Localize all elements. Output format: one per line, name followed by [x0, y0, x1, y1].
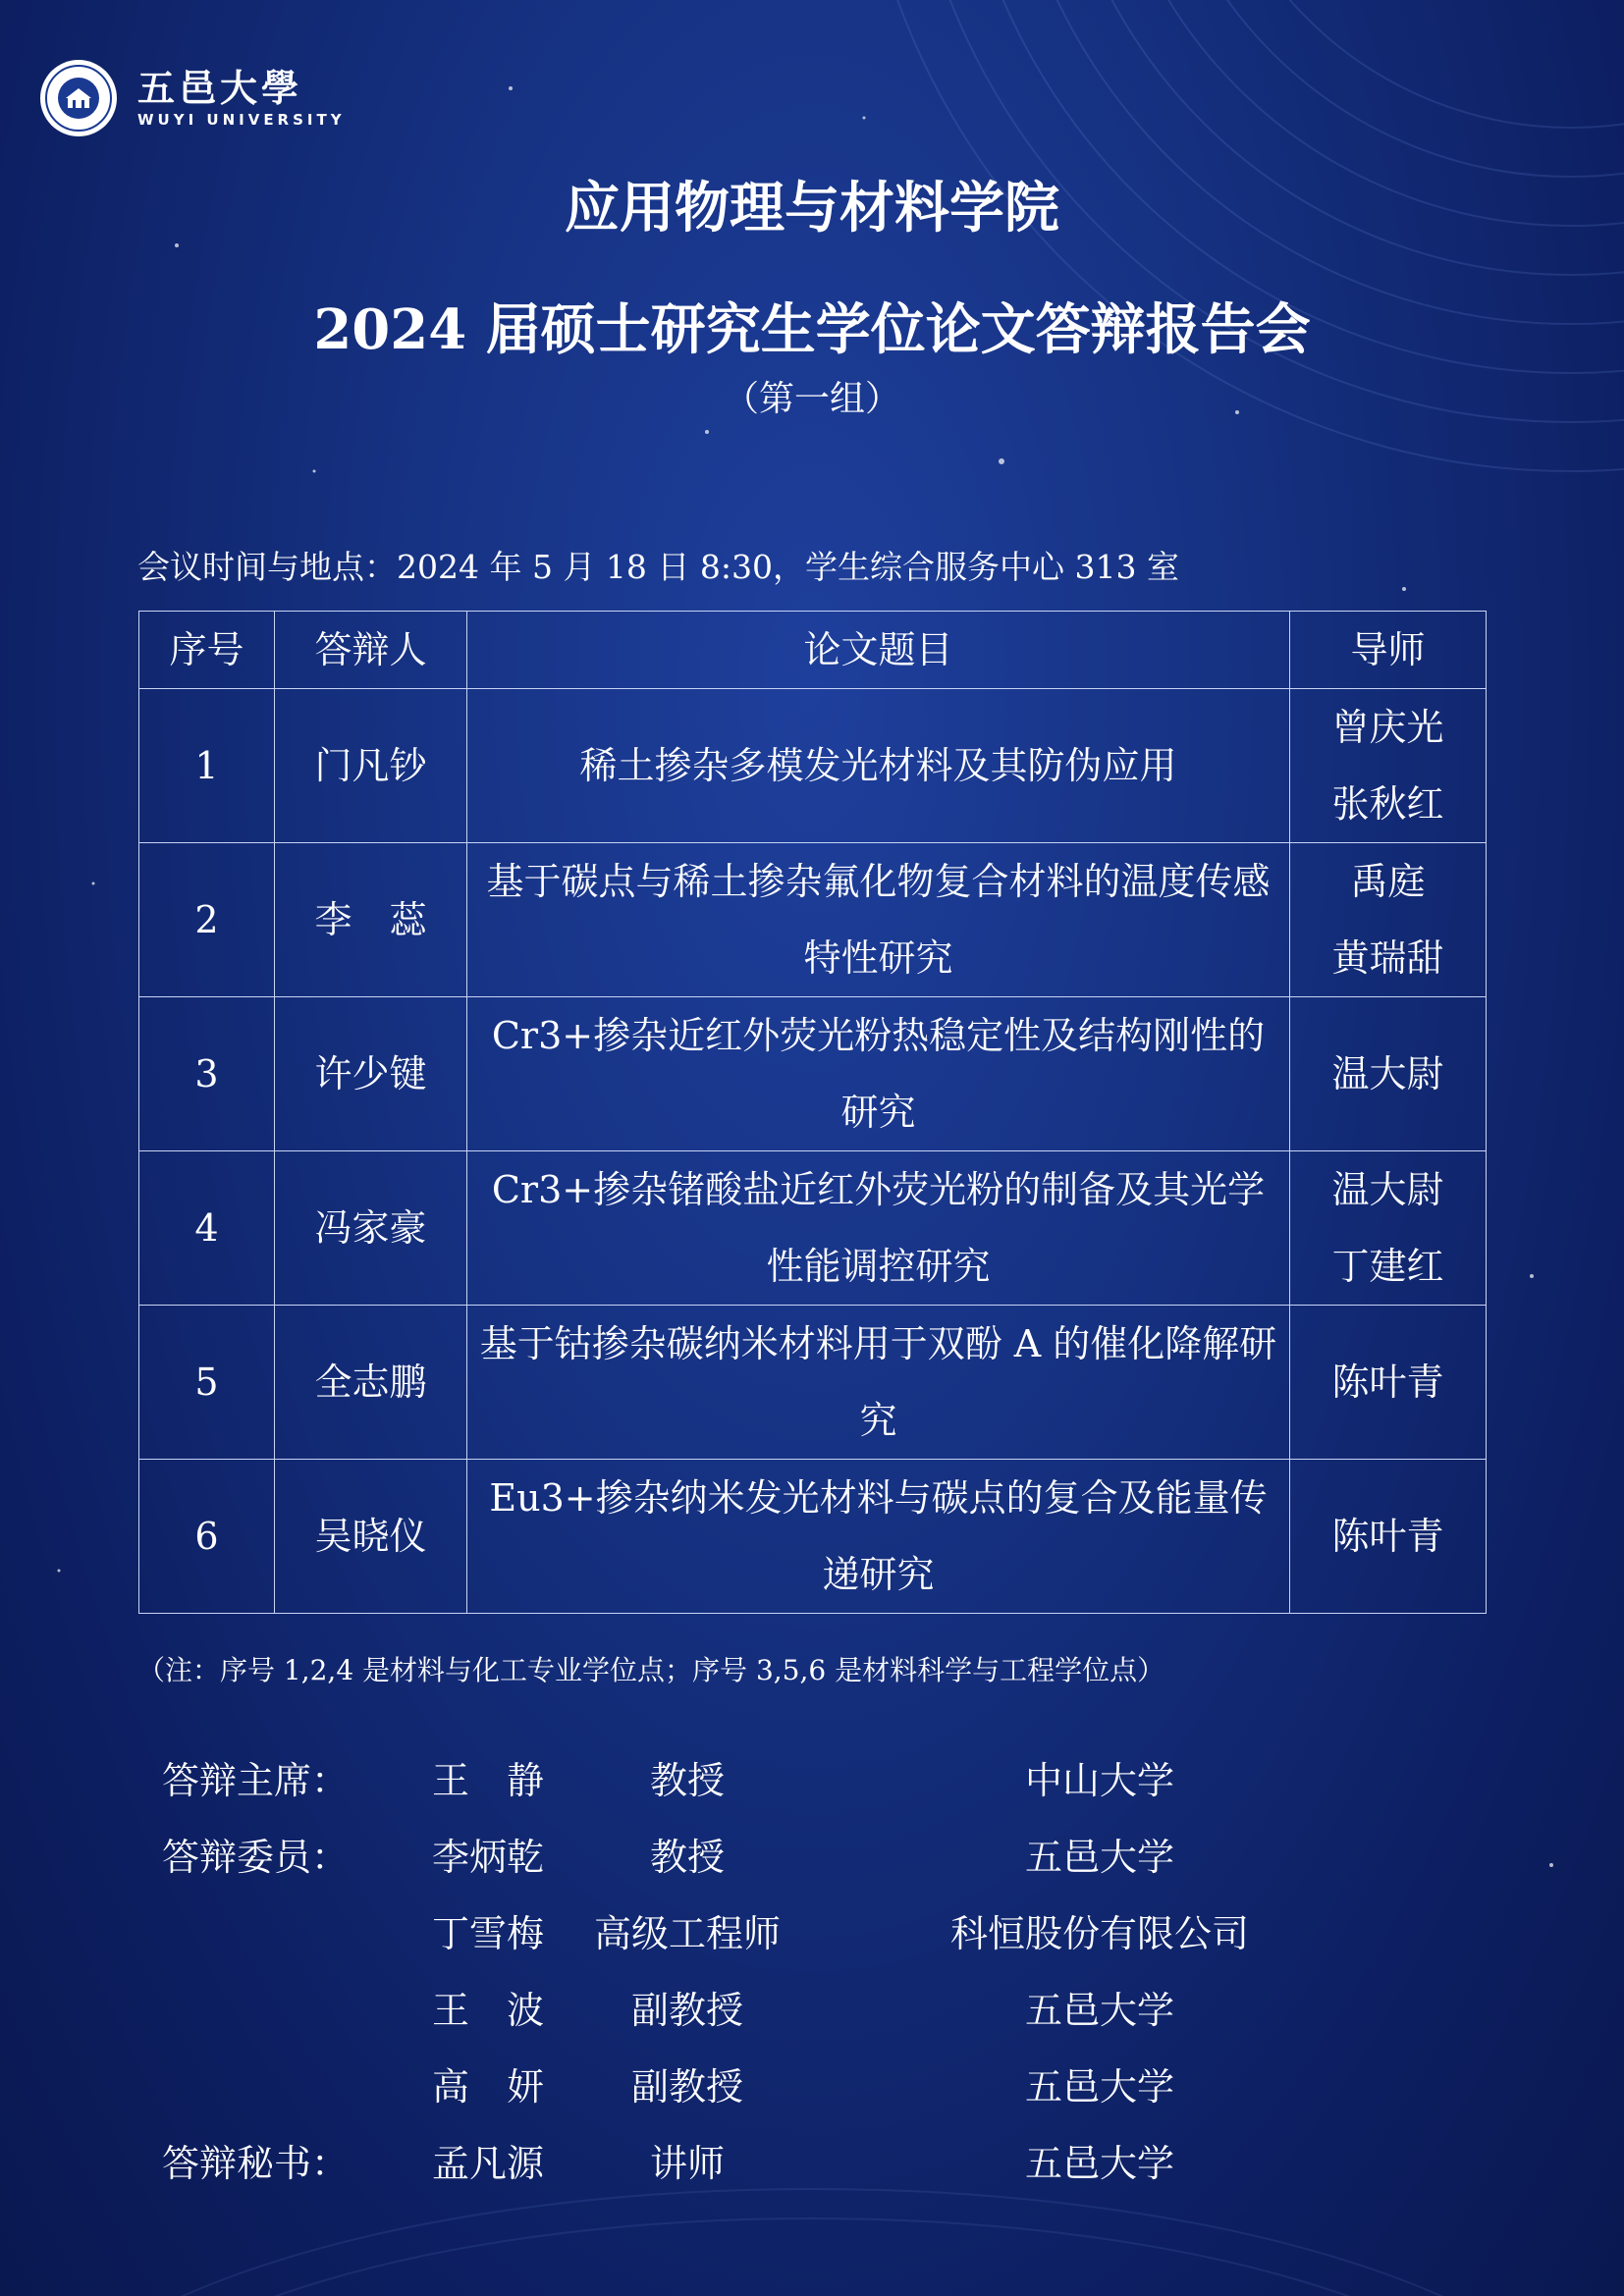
cell-name: 冯家豪: [275, 1151, 467, 1306]
committee-role: 答辩秘书：: [162, 2142, 350, 2185]
committee-title: 高级工程师: [593, 1912, 781, 1955]
advisor: 曾庆光: [1331, 706, 1444, 749]
cell-advisors: [1290, 843, 1487, 997]
cell-thesis-title: 稀土掺杂多模发光材料及其防伪应用: [467, 689, 1290, 843]
advisor: 陈叶青: [1331, 1361, 1444, 1404]
meeting-info: 会议时间与地点：2024 年 5 月 18 日 8:30，学生综合服务中心 313 室: [137, 548, 1179, 586]
header-name: 答辩人: [275, 612, 467, 689]
cell-name: 李 蕊: [275, 843, 467, 997]
committee-name: 李炳乾: [432, 1836, 545, 1879]
table-row: [139, 1306, 1487, 1460]
cell-name: 许少键: [275, 997, 467, 1151]
cell-name: 全志鹏: [275, 1306, 467, 1460]
university-seal-icon: [37, 57, 120, 139]
cell-advisors: [1290, 1306, 1487, 1460]
cell-no: 6: [139, 1460, 275, 1614]
committee-role: 答辩主席：: [162, 1759, 350, 1802]
table-row: [139, 1460, 1487, 1614]
cell-thesis-title: 基于碳点与稀土掺杂氟化物复合材料的温度传感特性研究: [467, 843, 1290, 997]
advisor: 丁建红: [1331, 1245, 1444, 1288]
cell-no: 5: [139, 1306, 275, 1460]
cell-name: 门凡钞: [275, 689, 467, 843]
cell-thesis-title: 基于钴掺杂碳纳米材料用于双酚 A 的催化降解研究: [467, 1306, 1290, 1460]
college-title: 应用物理与材料学院: [565, 176, 1059, 240]
cell-advisors: [1290, 1460, 1487, 1614]
cell-advisors: [1290, 1151, 1487, 1306]
committee-org: 中山大学: [1024, 1759, 1174, 1802]
committee-name: 丁雪梅: [432, 1912, 545, 1955]
defense-schedule-table: [138, 611, 1487, 1614]
advisor: 黄瑞甜: [1331, 936, 1444, 980]
cell-advisors: [1290, 689, 1487, 843]
advisor: 张秋红: [1331, 782, 1444, 826]
advisor: 温大尉: [1331, 1052, 1444, 1095]
cell-no: 1: [139, 689, 275, 843]
advisor: 陈叶青: [1331, 1515, 1444, 1558]
event-title: 2024 届硕士研究生学位论文答辩报告会: [313, 297, 1311, 362]
table-row: [139, 997, 1487, 1151]
cell-no: 3: [139, 997, 275, 1151]
table-row: [139, 1151, 1487, 1306]
committee-org: 五邑大学: [1024, 1836, 1174, 1879]
committee-org: 科恒股份有限公司: [949, 1912, 1249, 1955]
university-logo: [37, 57, 346, 139]
table-row: [139, 689, 1487, 843]
committee-role: 答辩委员：: [162, 1836, 350, 1879]
header-advisor: 导师: [1290, 612, 1487, 689]
cell-thesis-title: Eu3+掺杂纳米发光材料与碳点的复合及能量传递研究: [467, 1460, 1290, 1614]
advisor: 禹庭: [1350, 860, 1426, 903]
committee-name: 王 波: [432, 1989, 545, 2032]
committee-org: 五邑大学: [1024, 2065, 1174, 2109]
committee-org: 五邑大学: [1024, 2142, 1174, 2185]
header-no: 序号: [139, 612, 275, 689]
committee-title: 副教授: [630, 1989, 743, 2032]
committee-title: 副教授: [630, 2065, 743, 2109]
committee-org: 五邑大学: [1024, 1989, 1174, 2032]
cell-no: 2: [139, 843, 275, 997]
committee-title: 教授: [649, 1836, 725, 1879]
degree-note: （注：序号 1,2,4 是材料与化工专业学位点；序号 3,5,6 是材料科学与工程学位点）: [137, 1654, 1165, 1686]
table-row: [139, 843, 1487, 997]
table-header-row: [139, 612, 1487, 689]
university-name-en: WUYI UNIVERSITY: [137, 110, 346, 129]
committee-title: 教授: [649, 1759, 725, 1802]
university-name-cn: 五邑大學: [137, 65, 303, 110]
header-title: 论文题目: [467, 612, 1290, 689]
committee-name: 王 静: [432, 1759, 545, 1802]
group-subtitle: （第一组）: [723, 379, 900, 419]
advisor: 温大尉: [1331, 1168, 1444, 1211]
cell-thesis-title: Cr3+掺杂近红外荧光粉热稳定性及结构刚性的研究: [467, 997, 1290, 1151]
committee-name: 高 妍: [432, 2065, 545, 2109]
committee-name: 孟凡源: [432, 2142, 545, 2185]
cell-thesis-title: Cr3+掺杂锗酸盐近红外荧光粉的制备及其光学性能调控研究: [467, 1151, 1290, 1306]
cell-name: 吴晓仪: [275, 1460, 467, 1614]
cell-no: 4: [139, 1151, 275, 1306]
cell-advisors: [1290, 997, 1487, 1151]
committee-title: 讲师: [649, 2142, 725, 2185]
